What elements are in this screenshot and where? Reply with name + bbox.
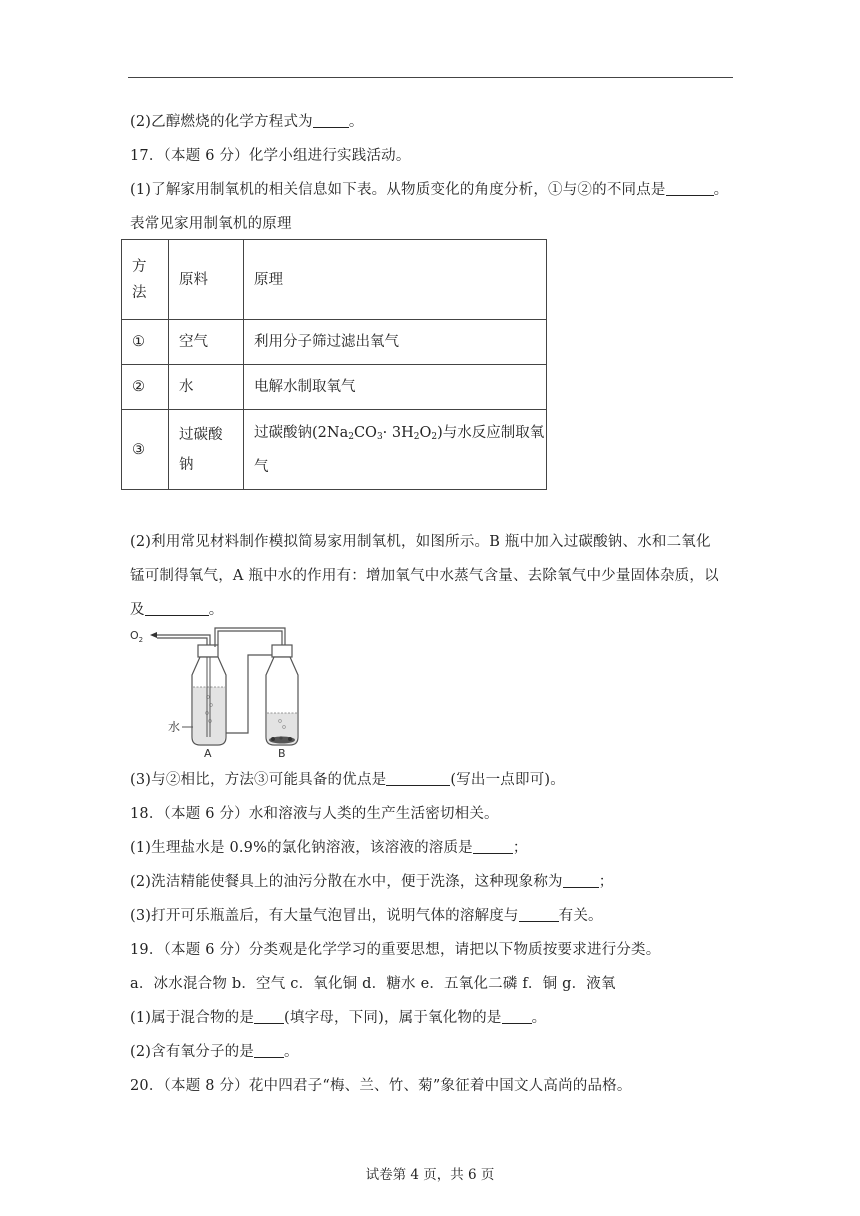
q17-part3: (3)与②相比，方法③可能具备的优点是 (写出一点即可)。 — [130, 772, 565, 788]
page-footer: 试卷第 4 页，共 6 页 — [365, 1167, 495, 1183]
header-rule — [128, 77, 733, 78]
arrow-icon — [150, 632, 157, 638]
cell-principle: 利用分子筛过滤出氧气 — [244, 320, 547, 365]
header-principle: 原理 — [244, 240, 547, 320]
q18-title: 18．（本题 6 分）水和溶液与人类的生产生活密切相关。 — [130, 806, 499, 822]
cell-method: ① — [122, 320, 169, 365]
bottle-b-label: B — [278, 747, 286, 760]
q19-items: a．冰水混合物 b．空气 c．氧化铜 d．糖水 e．五氧化二磷 f．铜 g．液氧 — [130, 976, 616, 992]
bottle-a-label: A — [204, 747, 212, 760]
q19-part1: (1)属于混合物的是 (填字母，下同)，属于氧化物的是 。 — [130, 1010, 547, 1026]
oxygen-apparatus-diagram — [130, 625, 320, 760]
q17-part2-line1: (2)利用常见材料制作模拟简易家用制氧机，如图所示。B 瓶中加入过碳酸钠、水和二氧化 — [130, 534, 711, 550]
answer-blank[interactable] — [386, 771, 450, 786]
answer-blank[interactable] — [145, 601, 209, 616]
answer-blank[interactable] — [502, 1009, 532, 1024]
cell-material: 空气 — [169, 320, 244, 365]
answer-blank[interactable] — [519, 907, 559, 922]
answer-blank[interactable] — [254, 1043, 284, 1058]
answer-blank[interactable] — [666, 181, 714, 196]
answer-blank[interactable] — [563, 873, 599, 888]
q17-part2-line3: 及 。 — [130, 602, 224, 618]
q18-part3: (3)打开可乐瓶盖后，有大量气泡冒出，说明气体的溶解度与 有关。 — [130, 908, 603, 924]
header-method: 方 法 — [122, 240, 169, 320]
q16-part2: (2)乙醇燃烧的化学方程式为 。 — [130, 114, 364, 130]
water-label: 水 — [168, 720, 181, 734]
q17-title: 17．（本题 6 分）化学小组进行实践活动。 — [130, 148, 411, 164]
q17-part2-line2: 锰可制得氧气，A 瓶中水的作用有：增加氧气中水蒸气含量、去除氧气中少量固体杂质，以 — [130, 568, 719, 584]
cell-material: 过碳酸 钠 — [169, 410, 244, 490]
q18-part1: (1)生理盐水是 0.9%的氯化钠溶液，该溶液的溶质是 ； — [130, 840, 528, 856]
cell-method: ③ — [122, 410, 169, 490]
answer-blank[interactable] — [473, 839, 513, 854]
answer-blank[interactable] — [254, 1009, 284, 1024]
q19-part2: (2)含有氧分子的是 。 — [130, 1044, 299, 1060]
cell-principle: 电解水制取氧气 — [244, 365, 547, 410]
o2-label: $O_2$ — [130, 629, 144, 644]
table-row — [122, 365, 547, 410]
table-header-row — [122, 240, 547, 320]
cell-method: ② — [122, 365, 169, 410]
q20-title: 20．（本题 8 分）花中四君子“梅、兰、竹、菊”象征着中国文人高尚的品格。 — [130, 1078, 632, 1094]
cell-principle: 过碳酸钠$(2Na_2CO_3\cdot 3H_2O_2)$与水反应制取氧 气 — [244, 410, 547, 490]
bottle-b — [266, 645, 298, 745]
bottle-a — [192, 645, 226, 745]
q17-part1: (1)了解家用制氧机的相关信息如下表。从物质变化的角度分析，①与②的不同点是 。 — [130, 182, 729, 198]
oxygen-machine-table — [121, 239, 547, 490]
cell-material: 水 — [169, 365, 244, 410]
answer-blank[interactable] — [313, 113, 349, 128]
header-material: 原料 — [169, 240, 244, 320]
q19-title: 19．（本题 6 分）分类观是化学学习的重要思想，请把以下物质按要求进行分类。 — [130, 942, 661, 958]
table-caption: 表常见家用制氧机的原理 — [130, 216, 292, 232]
table-row — [122, 410, 547, 490]
table-row — [122, 320, 547, 365]
q18-part2: (2)洗洁精能使餐具上的油污分散在水中，便于洗涤，这种现象称为 ； — [130, 874, 614, 890]
